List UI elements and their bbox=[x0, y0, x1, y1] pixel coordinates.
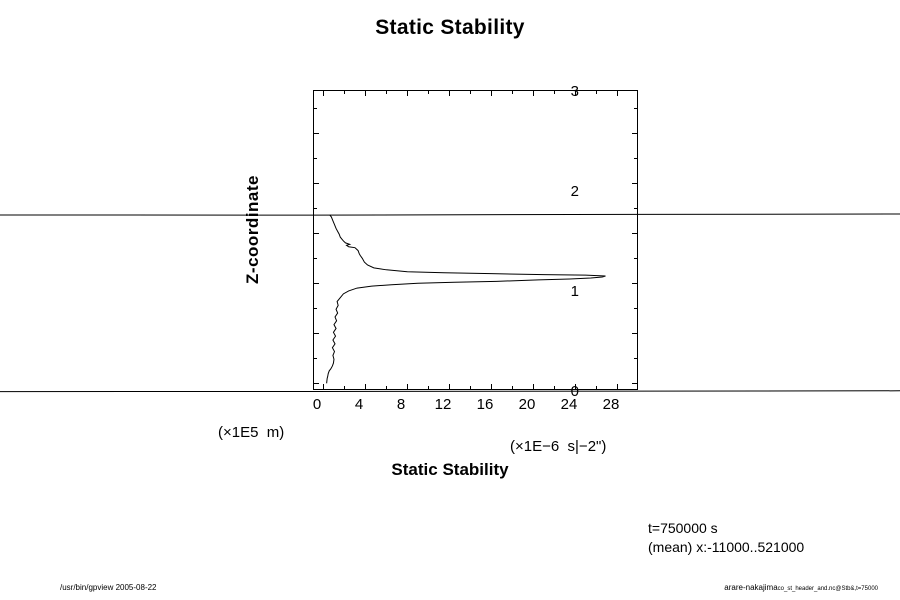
y-tick-label-2: 2 bbox=[570, 183, 579, 200]
y-tick-label-3: 3 bbox=[570, 83, 579, 100]
footer-left-text: /usr/bin/gpview 2005-08-22 bbox=[60, 583, 157, 592]
x-tick-label-24: 24 bbox=[560, 396, 578, 413]
x-tick-label-20: 20 bbox=[518, 396, 536, 413]
x-axis-unit: (×1E−6 s|−2") bbox=[510, 438, 607, 455]
annotation-time: t=750000 s bbox=[648, 520, 718, 536]
y-axis-label: Z-coordinate bbox=[243, 175, 262, 284]
x-tick-label-4: 4 bbox=[354, 396, 364, 413]
x-axis-title: Static Stability bbox=[391, 460, 509, 479]
plot-svg bbox=[313, 90, 638, 390]
y-tick-label-0: 0 bbox=[570, 383, 579, 400]
x-tick-label-16: 16 bbox=[476, 396, 494, 413]
x-tick-label-12: 12 bbox=[434, 396, 452, 413]
x-tick-label-0: 0 bbox=[312, 396, 322, 413]
footer-right-detail: co_st_header_and.nc@Stb&,t=75000 bbox=[777, 586, 878, 592]
footer-right-text bbox=[724, 583, 878, 592]
plot-area bbox=[313, 90, 638, 390]
x-tick-label-28: 28 bbox=[602, 396, 620, 413]
data-series-line bbox=[327, 215, 606, 383]
y-axis-unit: (×1E5 m) bbox=[218, 424, 285, 441]
footer-right-main: arare-nakajima bbox=[724, 583, 778, 592]
page-title: Static Stability bbox=[375, 16, 525, 39]
annotation-mean-range: (mean) x:-11000..521000 bbox=[648, 539, 805, 555]
plot-frame bbox=[314, 91, 638, 390]
y-tick-label-1: 1 bbox=[570, 283, 579, 300]
x-tick-label-8: 8 bbox=[396, 396, 406, 413]
